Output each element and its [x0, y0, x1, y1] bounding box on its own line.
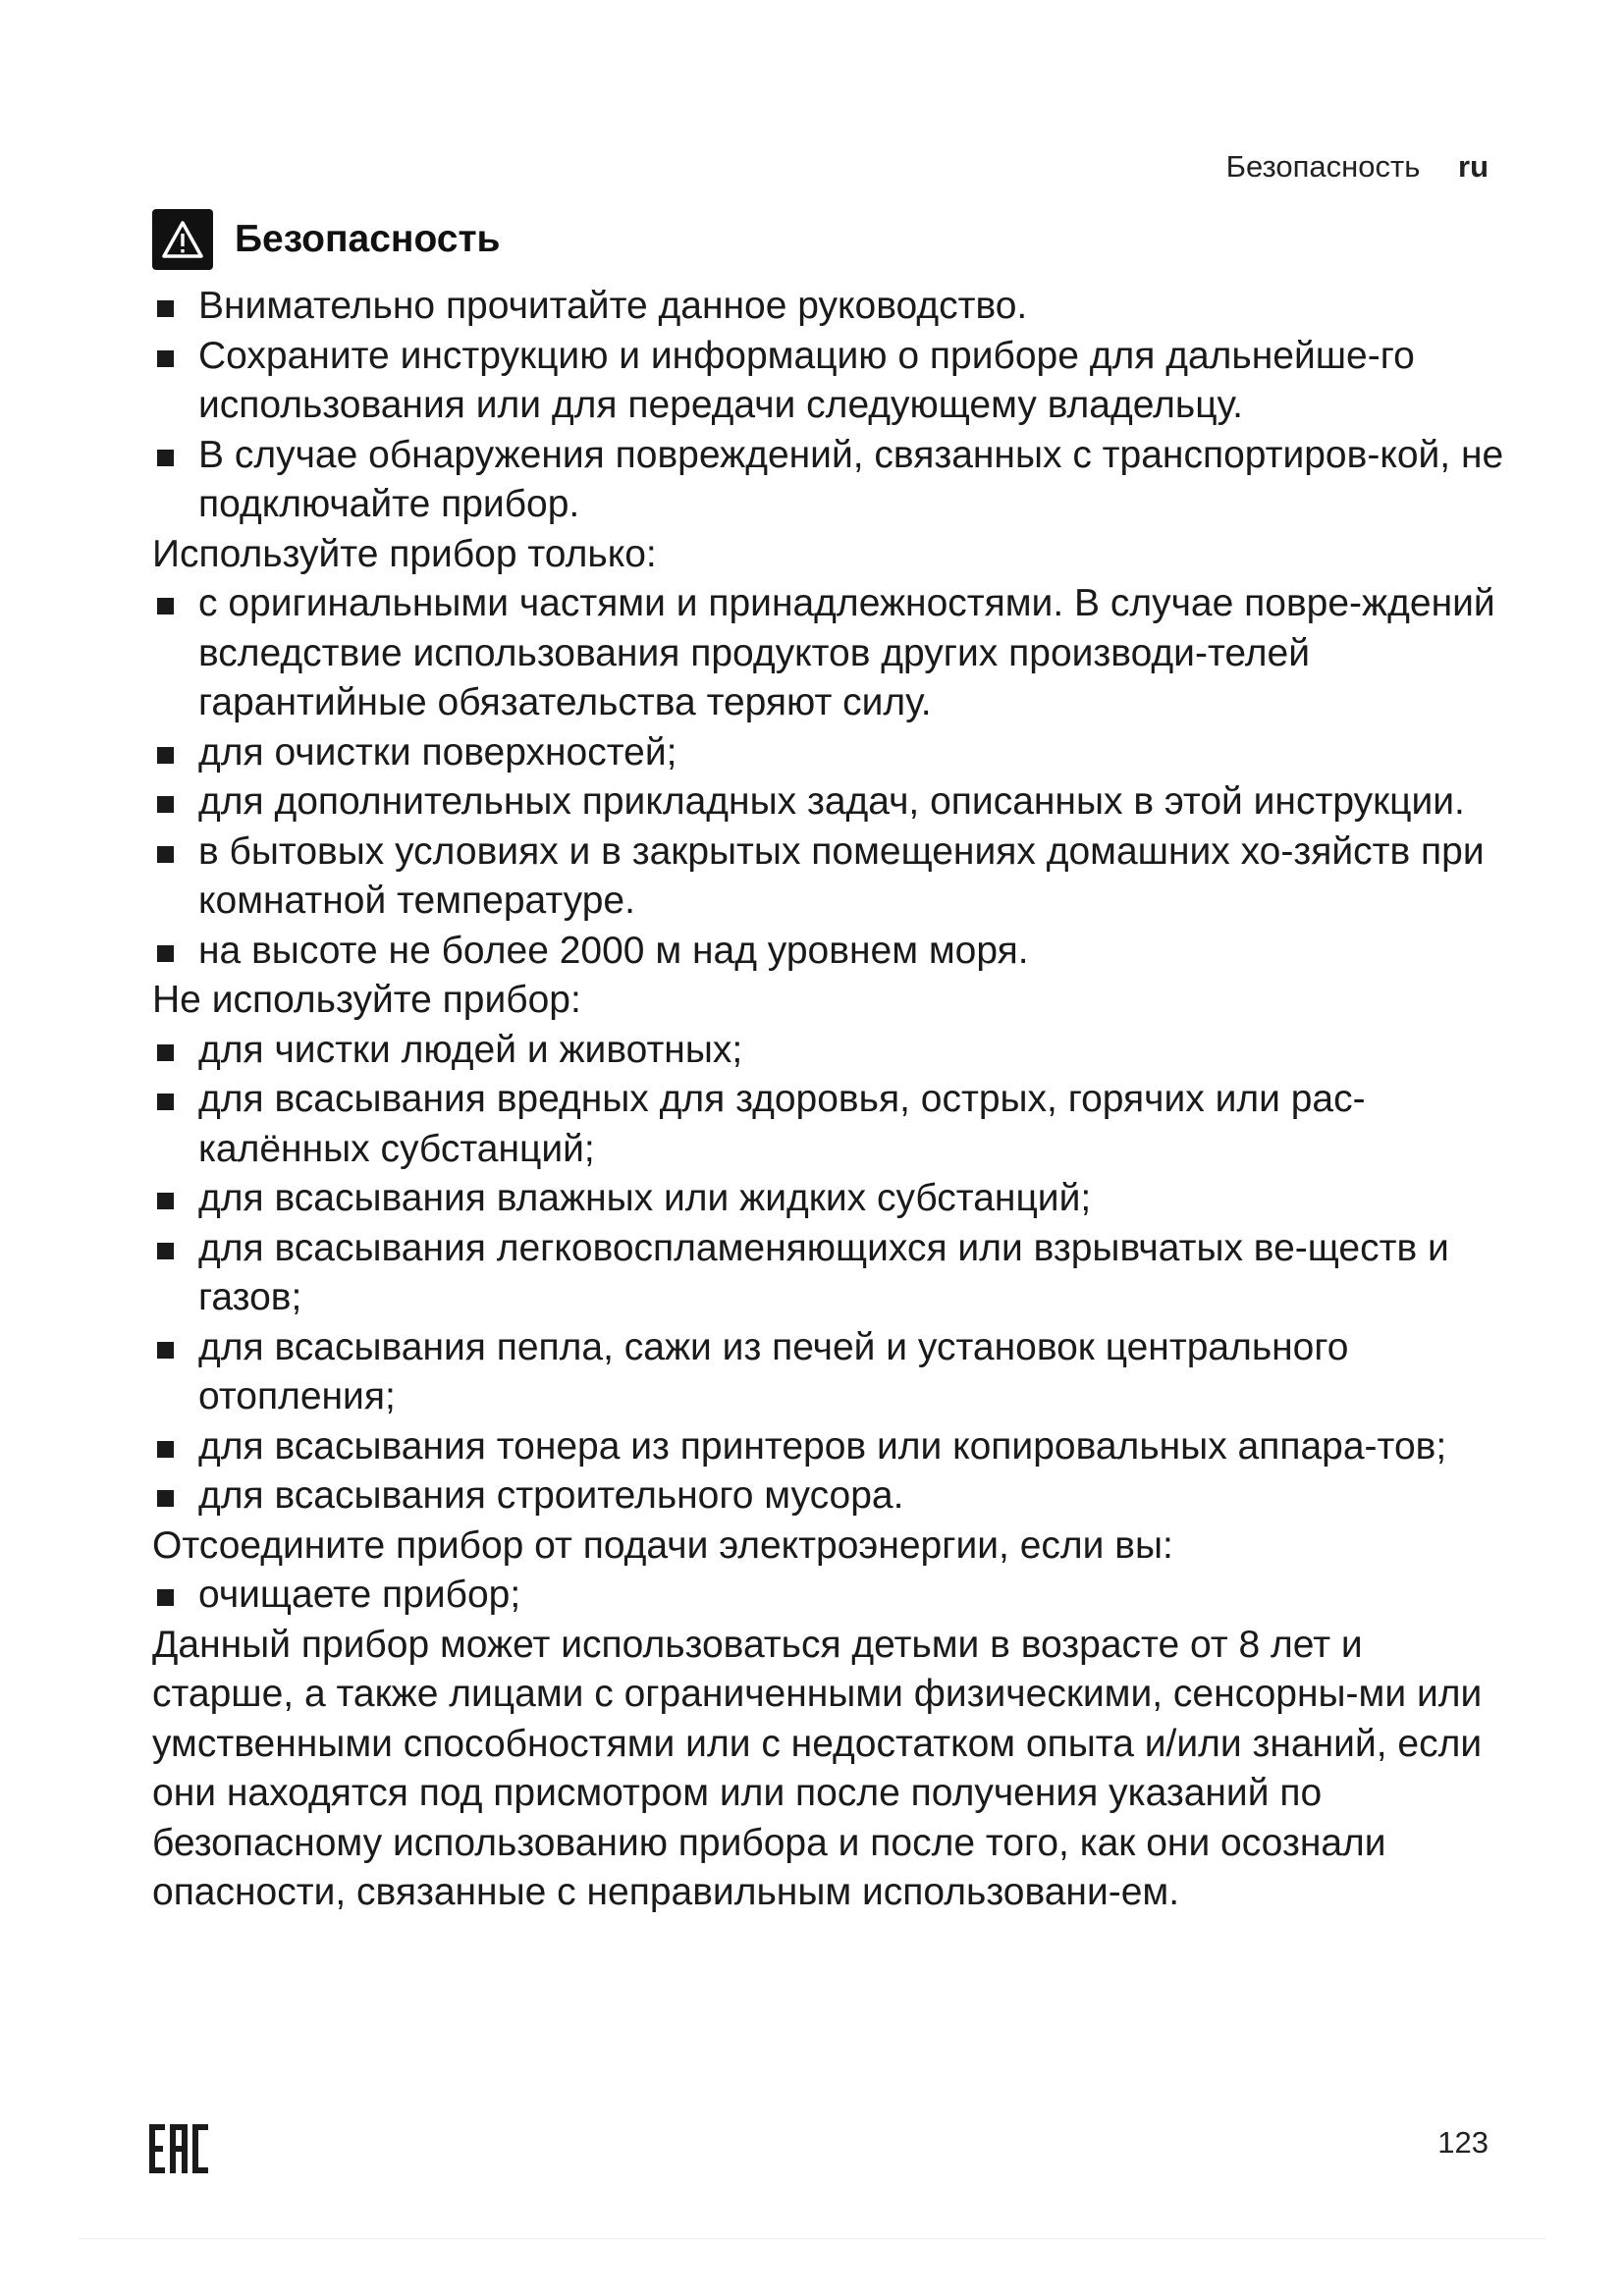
do-not-use-list [152, 1026, 1507, 1522]
bottom-divider [79, 2238, 1545, 2239]
use-only-lead: Используйте прибор только: [152, 532, 657, 575]
list-item: для всасывания тонера из принтеров или копировальных аппара-тов; [152, 1422, 1507, 1472]
list-item: для всасывания легковоспламеняющихся или взрывчатых ве-ществ и газов; [152, 1224, 1507, 1323]
list-item: для дополнительных прикладных задач, описанных в этой инструкции. [152, 777, 1507, 828]
do-not-use-lead: Не используйте прибор: [152, 979, 581, 1021]
section-title: Безопасность [235, 218, 501, 260]
list-item: на высоте не более 2000 м над уровнем моря. [152, 927, 1507, 977]
children-paragraph: Данный прибор может использоваться детьми в возрасте от 8 лет и старше, а также лицами с ограниченными физическими, сенсорны-ми или умственными способностями или с недостатком опыта и/или знаний, если они находятся под присмотром или после получения указаний по безопасному использованию прибора и после того, как они осознали опасности, связанные с неправильным использовани-ем. [152, 1623, 1483, 1913]
section-heading [152, 209, 501, 270]
list-item: для всасывания влажных или жидких субстанций; [152, 1174, 1507, 1224]
list-item: с оригинальными частями и принадлежностями. В случае повре-ждений вследствие использования продуктов других производи-телей гарантийные обязательства теряют силу. [152, 579, 1507, 728]
list-item: для очистки поверхностей; [152, 728, 1507, 778]
disconnect-list [152, 1571, 1507, 1621]
disconnect-lead: Отсоедините прибор от подачи электроэнергии, если вы: [152, 1523, 1173, 1567]
list-item: Внимательно прочитайте данное руководство. [152, 282, 1507, 332]
list-item: в бытовых условиях и в закрытых помещениях домашних хо-зяйств при комнатной температуре. [152, 828, 1507, 927]
language-code: ru [1458, 149, 1489, 184]
list-item: для всасывания вредных для здоровья, острых, горячих или рас-калённых субстанций; [152, 1075, 1507, 1174]
eac-certification-mark [149, 2124, 208, 2173]
list-item: для всасывания строительного мусора. [152, 1471, 1507, 1522]
running-header [1226, 149, 1489, 185]
safety-content [152, 282, 1507, 1918]
list-item: В случае обнаружения повреждений, связанных с транспортиров-кой, не подключайте прибор. [152, 431, 1507, 530]
warning-triangle-icon [152, 209, 213, 270]
page-number: 123 [1437, 2125, 1489, 2160]
list-item: очищаете прибор; [152, 1571, 1507, 1621]
list-item: для всасывания пепла, сажи из печей и установок центрального отопления; [152, 1323, 1507, 1422]
intro-list [152, 282, 1507, 530]
use-only-list [152, 579, 1507, 976]
running-header-section: Безопасность [1225, 149, 1421, 184]
list-item: для чистки людей и животных; [152, 1026, 1507, 1076]
list-item: Сохраните инструкцию и информацию о приборе для дальнейше-го использования или для передачи следующему владельцу. [152, 332, 1507, 431]
